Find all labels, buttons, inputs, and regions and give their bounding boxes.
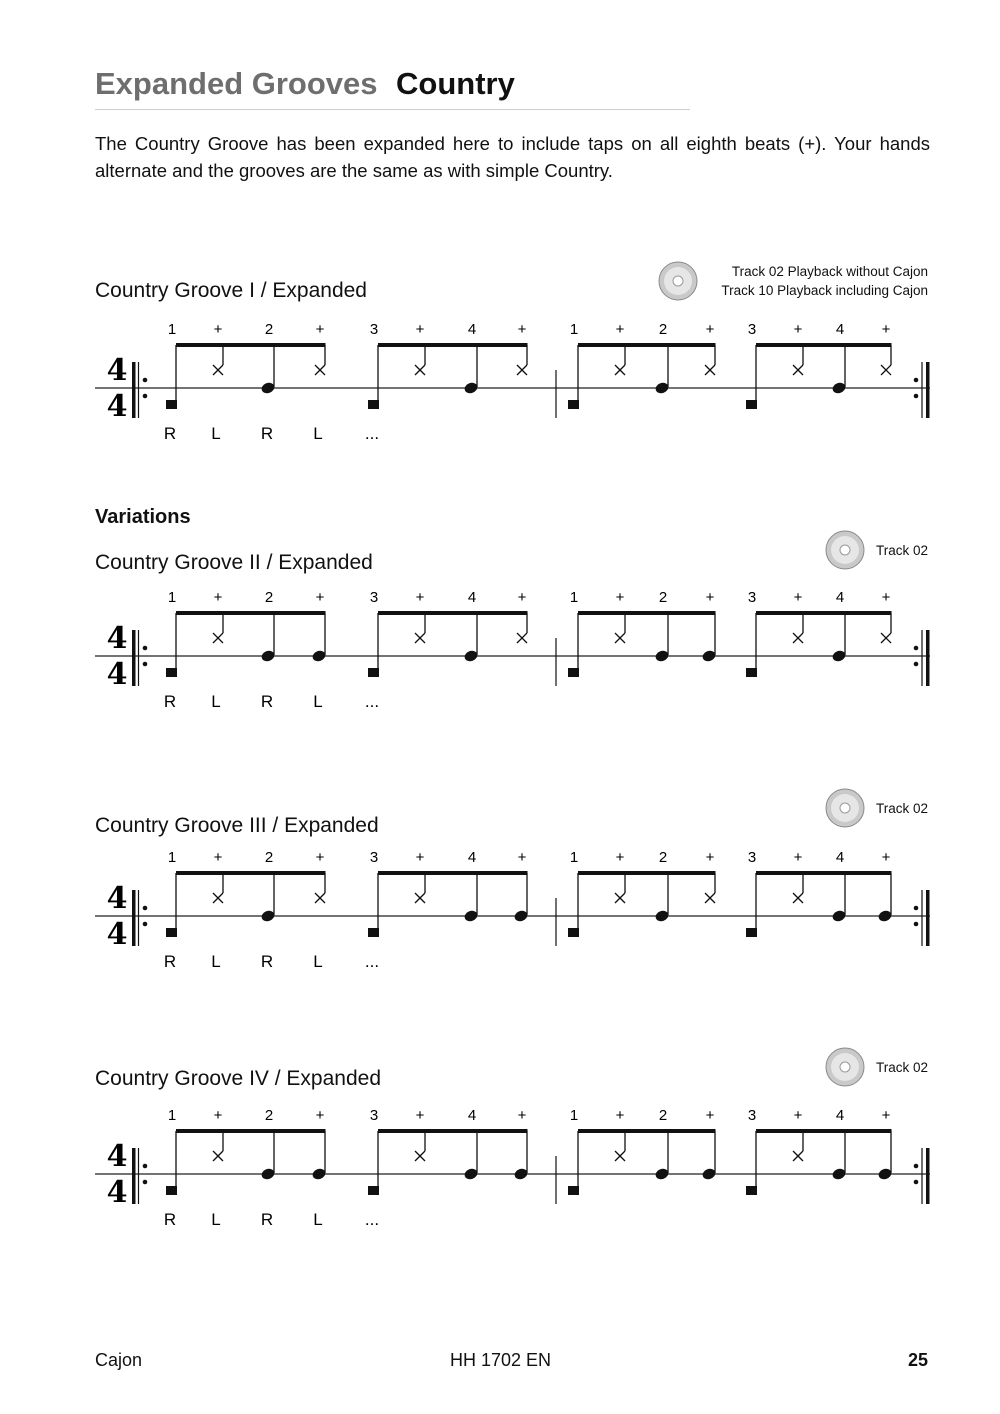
note-beam <box>578 343 716 347</box>
hand-label: L <box>313 952 323 971</box>
repeat-end-thick-bar <box>926 362 930 418</box>
groove-staff-1 <box>90 312 940 472</box>
count-label: + <box>705 1107 715 1124</box>
hand-label: R <box>260 692 274 711</box>
count-label: 4 <box>835 589 845 606</box>
count-label: + <box>793 321 803 338</box>
hand-label: L <box>313 424 323 443</box>
footer-catalog-number: HH 1702 EN <box>450 1350 552 1370</box>
hand-label: R <box>163 952 177 971</box>
count-label: 3 <box>369 1107 379 1124</box>
count-label: + <box>615 849 625 866</box>
hand-label: L <box>211 952 221 971</box>
count-label: + <box>793 849 803 866</box>
count-label: + <box>315 321 325 338</box>
count-label: 1 <box>167 589 177 606</box>
count-label: + <box>615 589 625 606</box>
hand-label: ... <box>364 424 380 443</box>
count-label: + <box>615 321 625 338</box>
hand-label: R <box>260 1210 274 1229</box>
hand-label: ... <box>364 692 380 711</box>
track-info-1 <box>721 262 928 300</box>
note-beam <box>756 343 892 347</box>
count-label: + <box>881 1107 891 1124</box>
count-label: 4 <box>835 1107 845 1124</box>
count-label: + <box>415 321 425 338</box>
repeat-start-thick-bar <box>132 890 136 946</box>
count-label: + <box>881 321 891 338</box>
groove-staff-4 <box>90 1098 940 1258</box>
repeat-dot <box>914 662 919 667</box>
groove-staff-3 <box>90 840 940 1000</box>
repeat-end-thick-bar <box>926 630 930 686</box>
count-label: + <box>705 321 715 338</box>
count-label: 2 <box>658 321 668 338</box>
count-label: + <box>213 1107 223 1124</box>
time-signature-bottom: 4 <box>106 1175 128 1210</box>
hand-label: R <box>163 692 177 711</box>
note-beam <box>378 611 528 615</box>
repeat-dot <box>143 646 148 651</box>
repeat-dot <box>143 662 148 667</box>
count-label: + <box>615 1107 625 1124</box>
time-signature-bottom: 4 <box>106 389 128 424</box>
count-label: 3 <box>747 589 757 606</box>
note-beam <box>756 611 892 615</box>
count-label: + <box>213 321 223 338</box>
time-signature-bottom: 4 <box>106 917 128 952</box>
note-beam <box>756 871 892 875</box>
page-number: 25 <box>907 1350 928 1370</box>
repeat-dot <box>143 906 148 911</box>
track-line: Track 10 Playback including Cajon <box>721 283 928 298</box>
repeat-dot <box>914 1164 919 1169</box>
hand-label: R <box>260 424 274 443</box>
repeat-dot <box>914 646 919 651</box>
count-label: + <box>881 849 891 866</box>
repeat-dot <box>143 1180 148 1185</box>
bass-note <box>568 1186 579 1195</box>
footer-book-name: Cajon <box>95 1350 143 1370</box>
count-label: + <box>315 589 325 606</box>
count-label: 3 <box>369 321 379 338</box>
count-label: 1 <box>167 321 177 338</box>
cd-icon <box>825 788 865 828</box>
count-label: 2 <box>264 589 274 606</box>
hand-label: ... <box>364 952 380 971</box>
groove-title-1: Country Groove I / Expanded <box>95 279 367 302</box>
hand-label: R <box>163 424 177 443</box>
note-beam <box>756 1129 892 1133</box>
groove-title-2: Country Groove II / Expanded <box>95 551 373 574</box>
hand-label: R <box>260 952 274 971</box>
count-label: 4 <box>467 849 477 866</box>
count-label: 4 <box>835 321 845 338</box>
time-signature-top: 4 <box>106 1139 128 1174</box>
count-label: 3 <box>369 849 379 866</box>
repeat-start-thick-bar <box>132 362 136 418</box>
count-label: + <box>517 849 527 866</box>
track-info-2 <box>876 541 928 560</box>
hand-label: L <box>211 424 221 443</box>
cd-icon <box>825 1047 865 1087</box>
bass-note <box>568 400 579 409</box>
count-label: + <box>517 589 527 606</box>
count-label: + <box>517 321 527 338</box>
intro-paragraph: The Country Groove has been expanded here to include taps on all eighth beats (+). Your hands alternate and the grooves are the same as with simple Country. <box>95 133 930 181</box>
count-label: + <box>793 589 803 606</box>
note-beam <box>176 611 326 615</box>
count-label: 4 <box>467 1107 477 1124</box>
hand-label: R <box>163 1210 177 1229</box>
count-label: 1 <box>569 1107 579 1124</box>
count-label: 2 <box>658 589 668 606</box>
track-line: Track 02 <box>875 1060 928 1075</box>
count-label: + <box>415 589 425 606</box>
count-label: + <box>415 849 425 866</box>
repeat-start-thick-bar <box>132 630 136 686</box>
time-signature-top: 4 <box>106 881 128 916</box>
note-beam <box>378 343 528 347</box>
count-label: 4 <box>467 589 477 606</box>
time-signature-top: 4 <box>106 353 128 388</box>
count-label: + <box>705 589 715 606</box>
count-label: 2 <box>658 1107 668 1124</box>
count-label: 2 <box>264 1107 274 1124</box>
count-label: + <box>517 1107 527 1124</box>
groove-staff-2 <box>90 580 940 740</box>
groove-title-3: Country Groove III / Expanded <box>95 814 379 837</box>
variations-heading: Variations <box>95 506 191 528</box>
count-label: + <box>881 589 891 606</box>
count-label: 4 <box>467 321 477 338</box>
count-label: 3 <box>747 321 757 338</box>
repeat-start-thick-bar <box>132 1148 136 1204</box>
track-line: Track 02 <box>875 543 928 558</box>
repeat-end-thick-bar <box>926 1148 930 1204</box>
note-beam <box>578 1129 716 1133</box>
cd-icon <box>825 530 865 570</box>
time-signature-top: 4 <box>106 621 128 656</box>
count-label: + <box>315 849 325 866</box>
repeat-dot <box>143 1164 148 1169</box>
count-label: 2 <box>658 849 668 866</box>
hand-label: L <box>211 1210 221 1229</box>
repeat-end-thick-bar <box>926 890 930 946</box>
note-beam <box>176 343 326 347</box>
note-beam <box>378 1129 528 1133</box>
repeat-dot <box>143 922 148 927</box>
repeat-dot <box>914 394 919 399</box>
page-title: Country <box>396 66 515 101</box>
hand-label: L <box>313 692 323 711</box>
count-label: 2 <box>264 849 274 866</box>
count-label: + <box>705 849 715 866</box>
count-label: + <box>213 849 223 866</box>
count-label: 1 <box>167 1107 177 1124</box>
track-info-3 <box>876 799 928 818</box>
count-label: + <box>793 1107 803 1124</box>
bass-note <box>568 928 579 937</box>
repeat-dot <box>143 394 148 399</box>
hand-label: L <box>313 1210 323 1229</box>
count-label: 1 <box>569 321 579 338</box>
count-label: 3 <box>369 589 379 606</box>
note-beam <box>176 1129 326 1133</box>
groove-title-4: Country Groove IV / Expanded <box>95 1067 381 1090</box>
note-beam <box>578 611 716 615</box>
note-beam <box>176 871 326 875</box>
note-beam <box>378 871 528 875</box>
count-label: + <box>415 1107 425 1124</box>
count-label: 3 <box>747 849 757 866</box>
repeat-dot <box>914 1180 919 1185</box>
hand-label: L <box>211 692 221 711</box>
track-line: Track 02 Playback without Cajon <box>731 264 928 279</box>
hand-label: ... <box>364 1210 380 1229</box>
count-label: 2 <box>264 321 274 338</box>
note-beam <box>578 871 716 875</box>
page-title-prefix: Expanded Grooves <box>95 66 378 101</box>
repeat-dot <box>143 378 148 383</box>
count-label: 1 <box>569 849 579 866</box>
count-label: 1 <box>569 589 579 606</box>
repeat-dot <box>914 922 919 927</box>
cd-icon <box>658 261 698 301</box>
count-label: + <box>315 1107 325 1124</box>
repeat-dot <box>914 906 919 911</box>
time-signature-bottom: 4 <box>106 657 128 692</box>
track-line: Track 02 <box>875 801 928 816</box>
count-label: 3 <box>747 1107 757 1124</box>
repeat-dot <box>914 378 919 383</box>
bass-note <box>568 668 579 677</box>
count-label: + <box>213 589 223 606</box>
track-info-4 <box>876 1058 928 1077</box>
title-divider <box>95 109 690 110</box>
count-label: 1 <box>167 849 177 866</box>
count-label: 4 <box>835 849 845 866</box>
